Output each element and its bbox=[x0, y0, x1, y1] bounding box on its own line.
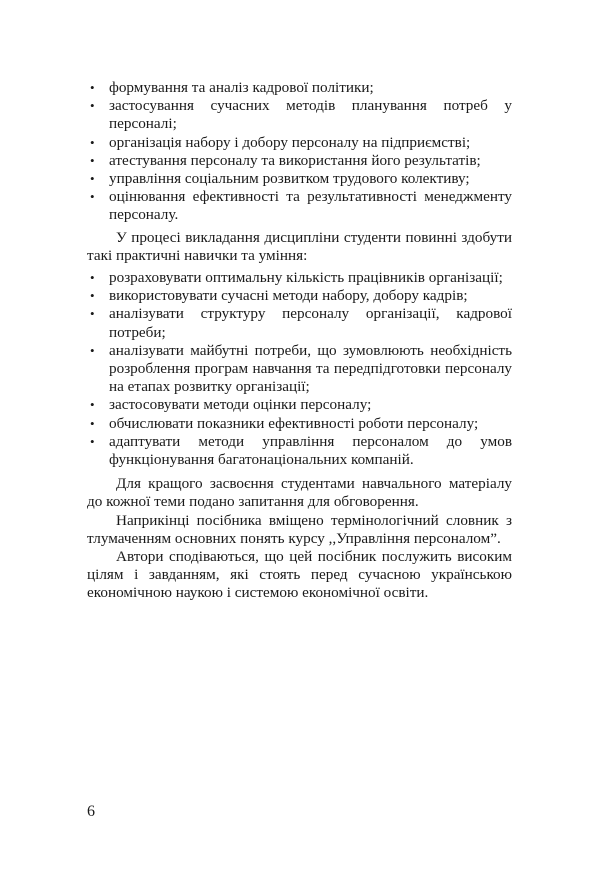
list-item-text: оцінювання ефективності та результативності менеджменту персоналу. bbox=[109, 188, 512, 224]
list-item bbox=[87, 269, 512, 287]
bullet-icon: • bbox=[90, 98, 95, 114]
list-item-text: аналізувати майбутні потреби, що зумовлюють необхідність розроблення програм навчання та передпідготовки персоналу на етапах розвитку організації; bbox=[109, 341, 512, 396]
bullet-icon: • bbox=[90, 189, 95, 205]
list-item bbox=[87, 287, 512, 305]
list-item bbox=[87, 396, 512, 414]
bullet-icon: • bbox=[90, 397, 95, 413]
list-item-text: обчислювати показники ефективності роботи персоналу; bbox=[109, 414, 479, 432]
bullet-icon: • bbox=[90, 134, 95, 150]
list-item-text: застосування сучасних методів планування потреб у персоналі; bbox=[109, 97, 512, 133]
skills-list bbox=[87, 269, 512, 469]
list-item bbox=[87, 305, 512, 341]
list-item bbox=[87, 342, 512, 397]
list-item bbox=[87, 170, 512, 188]
bullet-icon: • bbox=[90, 306, 95, 322]
list-item-text: атестування персоналу та використання його результатів; bbox=[109, 151, 481, 169]
authors-paragraph: Автори сподіваються, що цей посібник послужить високим цілям і завданням, які стоять перед сучасною українською економічною наукою і системою економічної освіти. bbox=[87, 548, 512, 602]
list-item-text: застосовувати методи оцінки персоналу; bbox=[109, 396, 372, 414]
glossary-paragraph: Наприкінці посібника вміщено термінологічний словник з тлумаченням основних понять курсу ,,Управління персоналом”. bbox=[87, 511, 512, 547]
page-body bbox=[87, 79, 512, 603]
bullet-icon: • bbox=[90, 80, 95, 95]
list-item bbox=[87, 79, 512, 97]
list-item-text: організація набору і добору персоналу на підприємстві; bbox=[109, 133, 471, 151]
bullet-icon: • bbox=[90, 342, 95, 358]
list-item-text: адаптувати методи управління персоналом до умов функціонування багатонаціональних компаній. bbox=[109, 432, 512, 469]
list-item-text: аналізувати структуру персоналу організації, кадрової потреби; bbox=[109, 305, 512, 341]
list-item-text: розраховувати оптимальну кількість працівників організації; bbox=[109, 269, 503, 287]
list-item bbox=[87, 188, 512, 224]
bullet-icon: • bbox=[90, 270, 95, 286]
list-item-text: управління соціальним розвитком трудового колективу; bbox=[109, 170, 470, 188]
skills-intro-paragraph: У процесі викладання дисципліни студенти повинні здобути такі практичні навички та уміння: bbox=[87, 228, 512, 264]
list-item bbox=[87, 97, 512, 133]
bullet-icon: • bbox=[90, 433, 95, 449]
bullet-icon: • bbox=[90, 152, 95, 168]
list-item bbox=[87, 415, 512, 433]
list-item bbox=[87, 134, 512, 152]
bullet-icon: • bbox=[90, 415, 95, 431]
course-topics-list bbox=[87, 79, 512, 225]
list-item-text: формування та аналіз кадрової політики; bbox=[109, 79, 374, 96]
bullet-icon: • bbox=[90, 288, 95, 304]
bullet-icon: • bbox=[90, 171, 95, 187]
page-number: 6 bbox=[87, 803, 95, 820]
discussion-questions-paragraph: Для кращого засвоєння студентами навчального матеріалу до кожної теми подано запитання для обговорення. bbox=[87, 475, 512, 511]
list-item bbox=[87, 152, 512, 170]
list-item bbox=[87, 433, 512, 469]
list-item-text: використовувати сучасні методи набору, добору кадрів; bbox=[109, 287, 468, 305]
